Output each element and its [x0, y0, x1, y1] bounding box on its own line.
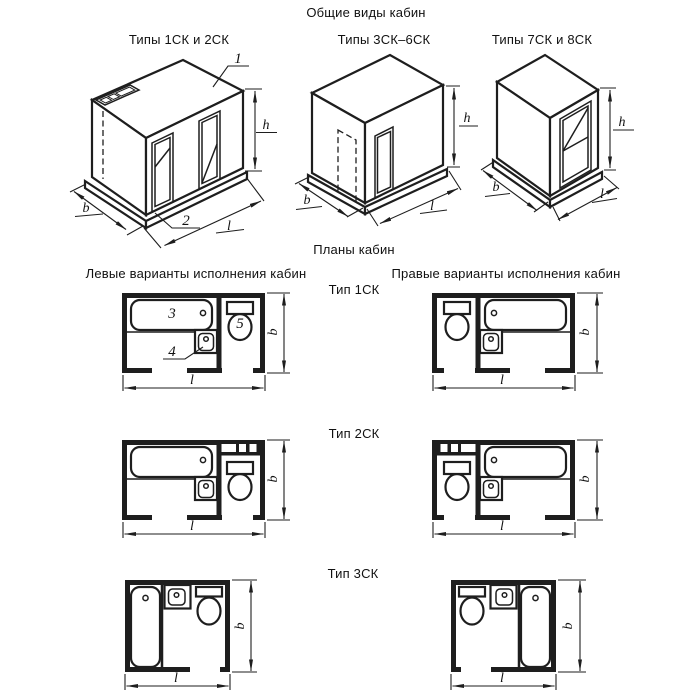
svg-text:l: l: [227, 219, 231, 234]
caption-types-1sk-2sk: Типы 1СК и 2СК: [128, 32, 230, 47]
plan-3sk-left: [125, 580, 257, 690]
svg-text:l: l: [174, 671, 178, 686]
svg-text:l: l: [500, 519, 504, 534]
dimension-b: [577, 440, 603, 520]
svg-text:l: l: [430, 199, 434, 214]
svg-text:b: b: [578, 475, 593, 483]
svg-text:l: l: [190, 373, 194, 388]
caption-types-3sk-6sk: Типы 3СК–6СК: [337, 32, 431, 47]
plan-1sk-left: [122, 293, 290, 391]
plan-2sk-left: [122, 440, 290, 538]
svg-text:b: b: [233, 622, 248, 630]
plan-3sk-right: [451, 580, 586, 690]
iso-view-types-7sk-8sk: [481, 55, 634, 221]
dimension-l: [123, 373, 265, 391]
page-title: Общие виды кабин: [306, 5, 426, 20]
dimension-b: [232, 580, 257, 672]
dimension-b: [577, 293, 603, 373]
svg-text:l: l: [190, 519, 194, 534]
vent-block: [217, 440, 261, 456]
dimension-h: [245, 89, 277, 171]
svg-text:h: h: [618, 115, 626, 130]
dimension-h: [600, 88, 634, 170]
svg-text:b: b: [82, 201, 90, 216]
svg-text:4: 4: [168, 344, 176, 360]
dimension-l: [123, 519, 265, 538]
dimension-l: [433, 519, 575, 538]
svg-text:b: b: [266, 328, 281, 336]
type-1sk-label: Тип 1СК: [328, 282, 380, 297]
dimension-l: [451, 671, 556, 690]
dimension-l: [433, 373, 575, 391]
type-2sk-label: Тип 2СК: [328, 426, 380, 441]
plan-1sk-right: [432, 293, 603, 391]
left-variants-label: Левые варианты исполнения кабин: [85, 266, 307, 281]
iso-view-types-1sk-2sk: [70, 51, 277, 248]
dimension-b: [266, 293, 290, 373]
svg-text:b: b: [578, 328, 593, 336]
svg-text:b: b: [266, 475, 281, 483]
svg-text:1: 1: [234, 51, 242, 67]
svg-text:b: b: [492, 180, 500, 195]
callout-3-bath: 3: [168, 306, 176, 322]
callout-5-toilet: 5: [236, 316, 244, 332]
caption-types-7sk-8sk: Типы 7СК и 8СК: [491, 32, 593, 47]
dimension-h: [446, 86, 478, 167]
svg-text:2: 2: [182, 213, 190, 229]
svg-text:l: l: [600, 187, 604, 202]
svg-text:l: l: [500, 373, 504, 388]
type-3sk-label: Тип 3СК: [327, 566, 379, 581]
svg-text:h: h: [262, 118, 270, 133]
plan-2sk-right: [432, 440, 603, 538]
right-variants-label: Правые варианты исполнения кабин: [391, 266, 621, 281]
dimension-b: [266, 440, 290, 520]
svg-text:b: b: [303, 193, 311, 208]
svg-text:h: h: [463, 111, 471, 126]
svg-text:l: l: [500, 671, 504, 686]
dimension-l: [125, 671, 230, 690]
plans-title: Планы кабин: [313, 242, 395, 257]
iso-view-types-3sk-6sk: [295, 55, 478, 226]
dimension-b: [558, 580, 586, 672]
svg-text:b: b: [561, 622, 576, 630]
